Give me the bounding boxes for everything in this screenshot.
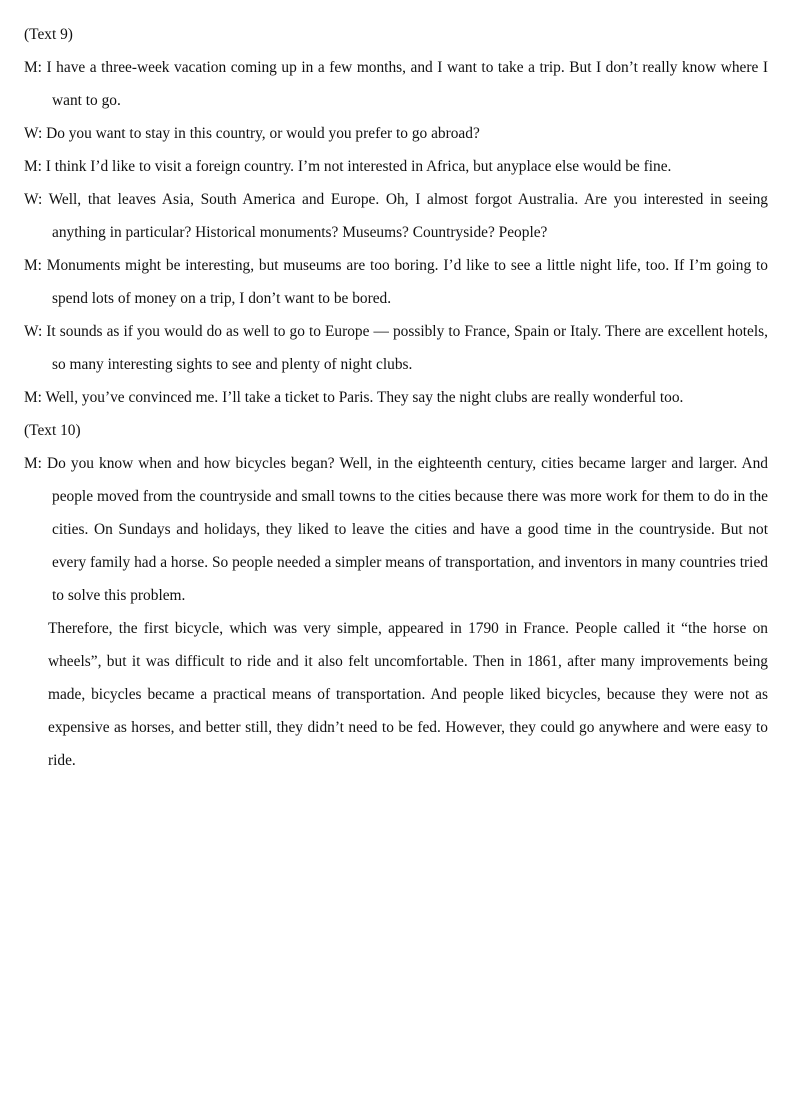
section-heading: (Text 10)	[24, 422, 81, 439]
dialogue-line: W: Do you want to stay in this country, or would you prefer to go abroad?	[24, 125, 480, 142]
document-page	[24, 18, 768, 777]
dialogue-line: W: Well, that leaves Asia, South America and Europe. Oh, I almost forgot Australia. Are you interested in seeing anything in particular? Historical monuments? Museums? Countryside? People?	[24, 191, 768, 241]
text-9-section	[24, 18, 768, 414]
dialogue-line: W: It sounds as if you would do as well to go to Europe — possibly to France, Spain or Italy. There are excellent hotels, so many interesting sights to see and plenty of night clubs.	[24, 323, 768, 373]
dialogue-line: M: Monuments might be interesting, but museums are too boring. I’d like to see a little night life, too. If I’m going to spend lots of money on a trip, I don’t want to be bored.	[24, 257, 768, 307]
section-heading: (Text 9)	[24, 26, 73, 43]
monologue-line: M: Do you know when and how bicycles began? Well, in the eighteenth century, cities became larger and larger. And people moved from the countryside and small towns to the cities because there was more work for them to do in the cities. On Sundays and holidays, they liked to leave the cities and have a good time in the countryside. But not every family had a horse. So people needed a simpler means of transportation, and inventors in many countries tried to solve this problem.	[24, 455, 768, 604]
text-10-section	[24, 414, 768, 777]
dialogue-line: M: Well, you’ve convinced me. I’ll take a ticket to Paris. They say the night clubs are really wonderful too.	[24, 389, 684, 406]
dialogue-line: M: I think I’d like to visit a foreign country. I’m not interested in Africa, but anyplace else would be fine.	[24, 158, 672, 175]
continuation-paragraph: Therefore, the first bicycle, which was very simple, appeared in 1790 in France. People called it “the horse on wheels”, but it was difficult to ride and it also felt uncomfortable. Then in 1861, after many improvements being made, bicycles became a practical means of transportation. And people liked bicycles, because they were not as expensive as horses, and better still, they didn’t need to be fed. However, they could go anywhere and were easy to ride.	[48, 620, 768, 769]
dialogue-line: M: I have a three-week vacation coming up in a few months, and I want to take a trip. But I don’t really know where I want to go.	[24, 59, 768, 109]
